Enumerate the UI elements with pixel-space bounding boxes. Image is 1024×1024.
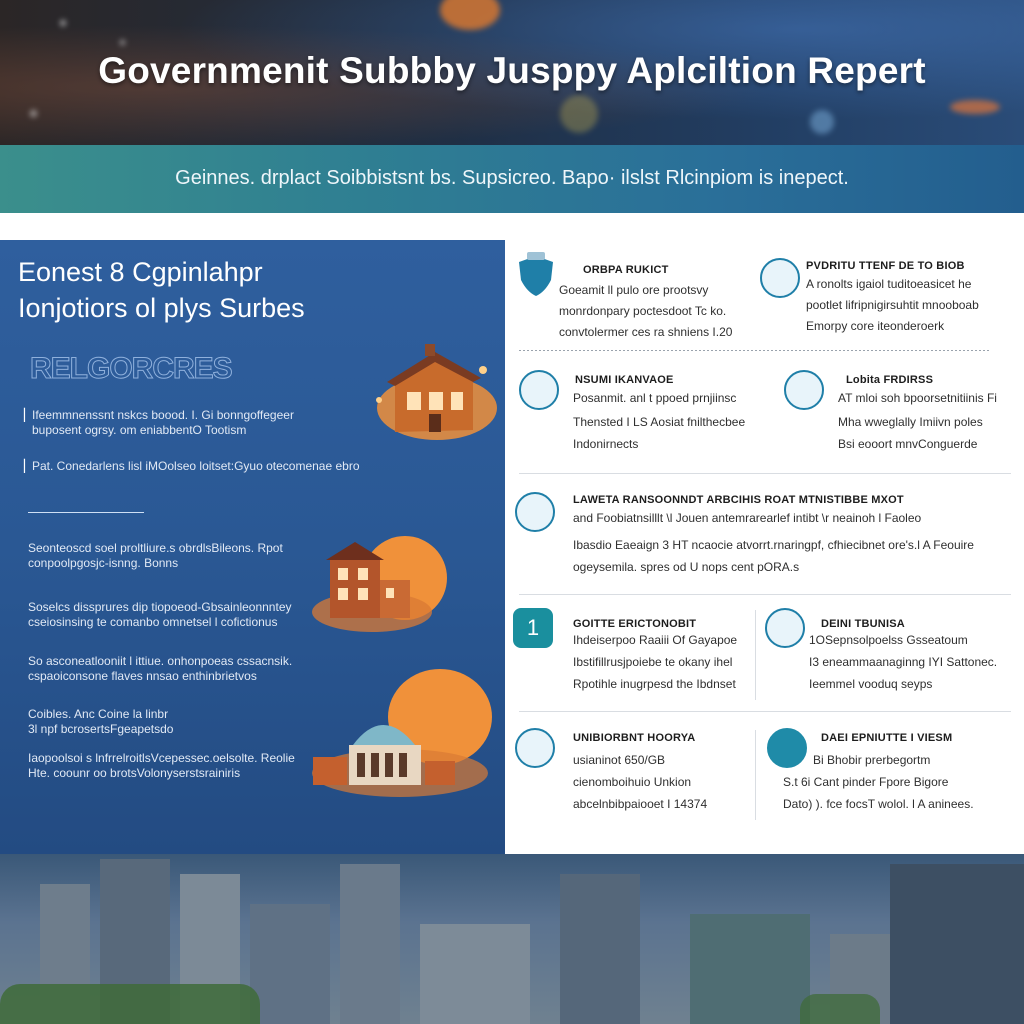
building — [890, 864, 1024, 1024]
hero-bokeh — [950, 100, 1000, 114]
card-title: ORBPA RUKICT — [583, 264, 669, 276]
info-card — [513, 726, 753, 826]
hero-bokeh — [60, 20, 66, 26]
card-line: Bsi eooort mnvConguerde — [838, 437, 978, 451]
left-panel-heading — [18, 254, 305, 326]
white-gap — [0, 213, 1024, 240]
domed-building-illustration — [305, 665, 505, 805]
divider — [519, 473, 1011, 474]
paragraph — [28, 541, 318, 571]
paragraph-line: Coibles. Anc Coine la linbr — [28, 707, 169, 721]
card-line: pootlet lifripnigirsuhtit mnooboab — [806, 298, 979, 312]
bullet-item — [32, 459, 362, 474]
card-title: DAEI EPNIUTTE I VIESM — [821, 732, 953, 744]
card-title: PVDRITU TTENF DE TO BIOB — [806, 260, 965, 272]
card-line: Mha wweglally Imiivn poles — [838, 415, 983, 429]
paragraph-line: 3l npf bcrosertsFgeapetsdo — [28, 722, 174, 736]
paragraph-line: Iaopoolsoi s lnfrrelroitlsVcepessec.oelsolte. Reolie — [28, 751, 295, 765]
outline-title: RELGORCRES — [30, 352, 232, 385]
left-heading-line1: Eonest 8 Cgpinlahpr — [18, 257, 263, 287]
card-line: monrdonpary poctesdoot Tc ko. — [559, 304, 727, 318]
info-card — [513, 248, 758, 344]
bullet-item — [32, 408, 362, 438]
paragraph-line: Hte. coounr oo brotsVolonyserstsrainiris — [28, 766, 241, 780]
bullet-line: Pat. Conedarlens lisl iMOolseo loitset:Gyuo otecomenae ebro — [32, 459, 360, 473]
paragraph-line: So asconeatlooniit l ittiue. onhonpoeas cssacnsik. — [28, 654, 293, 668]
card-line: A ronolts igaiol tuditoeasicet he — [806, 277, 972, 291]
info-card — [767, 726, 1019, 826]
info-card — [513, 606, 753, 706]
signpost-icon — [515, 728, 555, 768]
building — [560, 874, 640, 1024]
paragraph — [28, 707, 318, 737]
building — [420, 924, 530, 1024]
globe-icon — [760, 258, 800, 298]
divider — [519, 711, 1011, 712]
info-card — [763, 606, 1018, 706]
info-card — [513, 486, 1018, 586]
chat-icon — [765, 608, 805, 648]
lightbulb-icon — [519, 370, 559, 410]
divider-line — [28, 512, 144, 513]
building — [690, 914, 810, 1024]
hero-bokeh — [440, 0, 500, 30]
report-title: Governmenit Subbby Jusppy Aplciltion Repert — [98, 50, 926, 91]
vertical-divider — [755, 610, 756, 700]
card-line: I3 eneammaanaginng IYI Sattonec. — [809, 655, 998, 669]
card-title: GOITTE ERICTONOBIT — [573, 618, 697, 630]
vertical-divider — [755, 730, 756, 820]
city-skyline-photo — [0, 854, 1024, 1024]
left-heading-line2: Ionjotiors ol plys Surbes — [18, 293, 305, 323]
divider — [519, 594, 1011, 595]
left-panel — [0, 240, 505, 854]
card-line: and Foobiatnsilllt \l Jouen antemrarearlef intibt \r neainoh l Faoleo — [573, 511, 922, 525]
shield-icon — [513, 252, 559, 298]
report-subtitle: Geinnes. drplact Soibbistsnt bs. Supsicreo. Bapo· ilslst Rlcinpiom is inepect. — [175, 167, 849, 189]
card-line: Ibstifillrusjpoiebe te okany ihel — [573, 655, 733, 669]
card-line: 1OSepnsolpoelss Gsseatoum — [809, 633, 968, 647]
hero-bokeh — [30, 110, 37, 117]
card-line: cienomboihuio Unkion — [573, 775, 692, 789]
card-line: convtolermer ces ra shniens I.20 — [559, 325, 733, 339]
card-line: ogeysemila. spres od U nops cent pORA.s — [573, 560, 800, 574]
paragraph — [28, 654, 318, 684]
card-title: Lobita FRDIRSS — [846, 374, 934, 386]
paragraph-line: Soselcs dissprures dip tiopoeod-Gbsainleonnntey — [28, 600, 292, 614]
trees — [800, 994, 880, 1024]
house-illustration — [365, 340, 500, 450]
hero-banner — [0, 0, 1024, 145]
bullet-line: buposent ogrsy. om eniabbentO Tootism — [32, 423, 247, 437]
card-line: abcelnbibpaiooet I 14374 — [573, 797, 708, 811]
card-line: AT mloi soh bpoorsetnitiinis Fi — [838, 391, 997, 405]
card-line: usianinot 650/GB — [573, 753, 666, 767]
card-line: S.t 6i Cant pinder Fpore Bigore — [783, 775, 949, 789]
people-icon — [515, 492, 555, 532]
townhouse-illustration — [300, 530, 450, 640]
info-card — [780, 368, 1020, 463]
card-line: Rpotihle inugrpesd the Ibdnset — [573, 677, 736, 691]
paragraph — [28, 600, 318, 630]
building — [340, 864, 400, 1024]
building — [250, 904, 330, 1024]
paragraph-line: conpoolpgosjc-isnng. Bonns — [28, 556, 179, 570]
hero-bokeh — [810, 110, 834, 134]
card-line: Bi Bhobir prerbegortm — [813, 753, 931, 767]
card-title: UNIBIORBNT HOORYA — [573, 732, 696, 744]
card-line: Indonirnects — [573, 437, 639, 451]
subtitle-band — [0, 145, 1024, 213]
card-line: Ihdeiserpoo Raaiii Of Gayapoe — [573, 633, 738, 647]
card-title: DEINI TBUNISA — [821, 618, 905, 630]
card-line: Ibasdio Eaeaign 3 HT ncaocie atvorrt.rnaringpf, cfhiecibnet ore's.l A Feouire — [573, 538, 974, 552]
paragraph-line: cseiosinsing te comanbo omnetsel l cofictionus — [28, 615, 278, 629]
hero-bokeh — [560, 95, 598, 133]
paragraph — [28, 751, 318, 781]
card-line: Ieemmel vooduq seyps — [809, 677, 933, 691]
dotted-divider — [519, 350, 989, 351]
trees — [0, 984, 260, 1024]
card-title: NSUMI IKANVAOE — [575, 374, 674, 386]
info-card — [760, 248, 1020, 344]
card-line: Thensted I LS Aosiat fnilthecbee — [573, 415, 746, 429]
right-panel — [505, 240, 1024, 854]
bulb-check-icon — [784, 370, 824, 410]
paragraph-line: Seonteoscd soel proltliure.s obrdlsBileons. Rpot — [28, 541, 283, 555]
paragraph-line: cspaoiconsone flaves nnsao enthinbrietvos — [28, 669, 257, 683]
card-line: Dato) ). fce focsT wolol. l A aninees. — [783, 797, 974, 811]
hero-bokeh — [120, 40, 125, 45]
info-card — [513, 368, 763, 463]
card-line: Goeamit ll pulo ore prootsvy — [559, 283, 709, 297]
card-line: Posanmit. anl t ppoed prnjiinsc — [573, 391, 737, 405]
bullet-line: Ifeemmnenssnt nskcs boood. I. Gi bonngoffegeer — [32, 408, 294, 422]
number-one-icon: 1 — [513, 608, 553, 648]
card-title: LAWETA RANSOONNDT ARBCIHIS ROAT MTNISTIBBE MXOT — [573, 494, 904, 506]
target-icon — [767, 728, 807, 768]
card-line: Emorpy core iteonderoerk — [806, 319, 945, 333]
